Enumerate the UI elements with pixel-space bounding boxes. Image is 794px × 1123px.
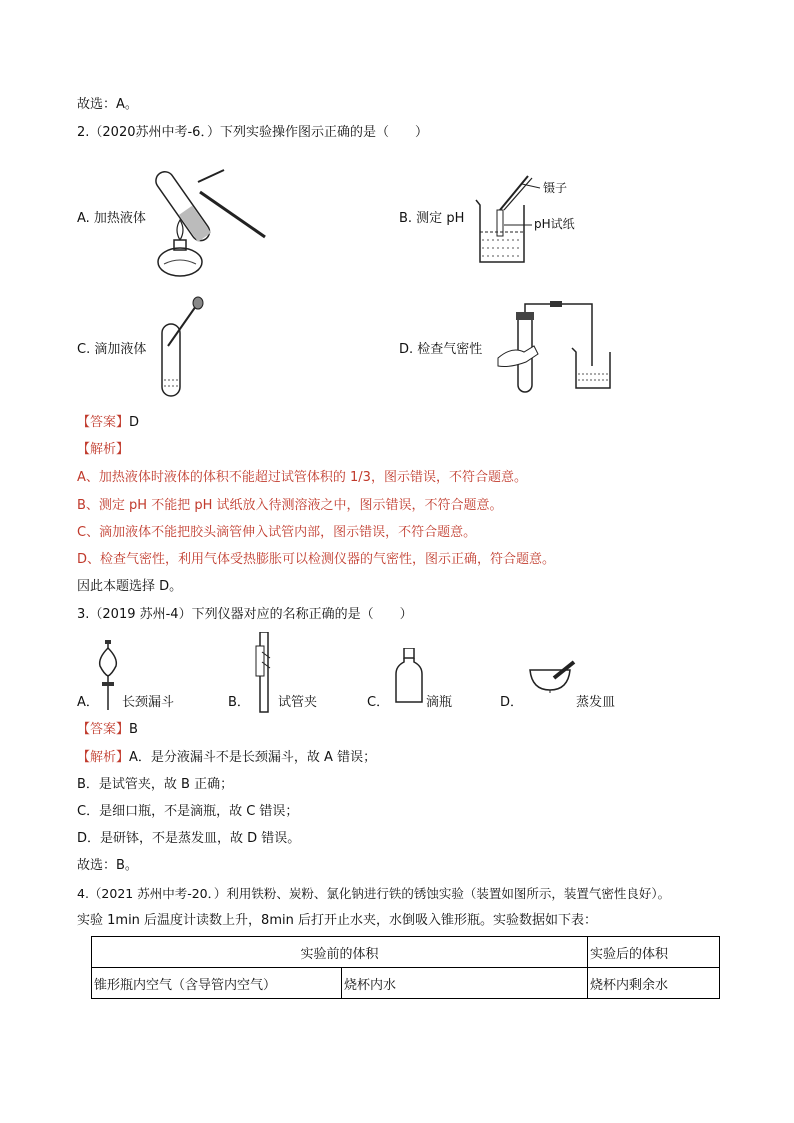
experiment-data-table — [91, 936, 720, 999]
q2-analysis-a: A、加热液体时液体的体积不能超过试管体积的 1/3，图示错误，不符合题意。 — [77, 470, 527, 485]
q3-conclusion: 故选：B。 — [77, 858, 138, 873]
q2-conclusion: 因此本题选择 D。 — [77, 579, 183, 594]
q2-option-c-label: C. 滴加液体 — [77, 342, 147, 357]
q2-analysis-d: D、检查气密性，利用气体受热膨胀可以检测仪器的气密性，图示正确，符合题意。 — [77, 552, 556, 567]
answer-tag: 【答案】 — [77, 722, 130, 737]
dropper-figure — [160, 296, 210, 401]
q3-answer — [77, 721, 138, 739]
table-cell: 烧杯内剩余水 — [588, 968, 720, 999]
ph-test-figure — [470, 170, 600, 270]
q2-option-d-label: D. 检查气密性 — [399, 342, 483, 357]
table-row — [92, 968, 720, 999]
q3-option-b-name: 试管夹 — [278, 695, 318, 710]
q3-option-c-letter: C． — [367, 695, 390, 710]
q3-stem: 3.（2019 苏州-4）下列仪器对应的名称正确的是（ ） — [77, 607, 413, 622]
separatory-funnel-figure — [96, 640, 120, 712]
q2-option-b-label: B. 测定 pH — [399, 211, 465, 226]
header-after: 实验后的体积 — [588, 937, 720, 968]
answer-tag: 【答案】 — [77, 415, 130, 430]
q3-analysis-b: B．是试管夹，故 B 正确； — [77, 777, 234, 792]
table-cell: 烧杯内水 — [342, 968, 588, 999]
q3-analysis-d: D．是研钵，不是蒸发皿，故 D 错误。 — [77, 831, 301, 846]
q3-option-a-letter: A． — [77, 695, 99, 710]
table-cell: 锥形瓶内空气（含导管内空气） — [92, 968, 342, 999]
q2-analysis-tag: 【解析】 — [77, 442, 130, 457]
q3-option-b-letter: B． — [228, 695, 250, 710]
narrow-bottle-figure — [394, 648, 424, 704]
q3-option-d-name: 蒸发皿 — [576, 695, 616, 710]
q3-analysis-c: C．是细口瓶，不是滴瓶，故 C 错误； — [77, 804, 299, 819]
table-row — [92, 937, 720, 968]
airtight-check-figure — [494, 296, 614, 396]
heating-liquid-figure — [150, 152, 270, 282]
q2-analysis-c: C、滴加液体不能把胶头滴管伸入试管内部，图示错误，不符合题意。 — [77, 525, 477, 540]
q2-stem: 2.（2020苏州中考-6．）下列实验操作图示正确的是（ ） — [77, 125, 428, 140]
q4-stem: 4.（2021 苏州中考-20．）利用铁粉、炭粉、氯化钠进行铁的锈蚀实验（装置如图所示，装置气密性良好）。 — [77, 886, 671, 901]
q2-analysis-b: B、测定 pH 不能把 pH 试纸放入待测溶液之中，图示错误，不符合题意。 — [77, 498, 503, 513]
q3-option-d-letter: D． — [500, 695, 524, 710]
q2-answer — [77, 414, 139, 432]
q4-stem-2: 实验 1min 后温度计读数上升，8min 后打开止水夹，水倒吸入锥形瓶。实验数据如下表： — [77, 913, 597, 928]
q1-conclusion: 故选：A。 — [77, 97, 138, 112]
q2-answer-value: D — [129, 415, 140, 430]
q3-analysis-first — [77, 749, 376, 767]
q2-option-a-label: A. 加热液体 — [77, 211, 146, 226]
q3-answer-value: B — [129, 722, 138, 737]
ph-paper-label: pH试纸 — [534, 217, 575, 231]
test-tube-clamp-figure — [252, 632, 274, 714]
q3-option-c-name: 滴瓶 — [426, 695, 453, 710]
q3-analysis-a: A．是分液漏斗不是长颈漏斗，故 A 错误； — [129, 750, 377, 765]
analysis-tag: 【解析】 — [77, 750, 130, 765]
q3-option-a-name: 长颈漏斗 — [122, 695, 175, 710]
mortar-figure — [528, 660, 578, 694]
header-before: 实验前的体积 — [92, 937, 588, 968]
tweezers-label: 镊子 — [543, 181, 568, 195]
